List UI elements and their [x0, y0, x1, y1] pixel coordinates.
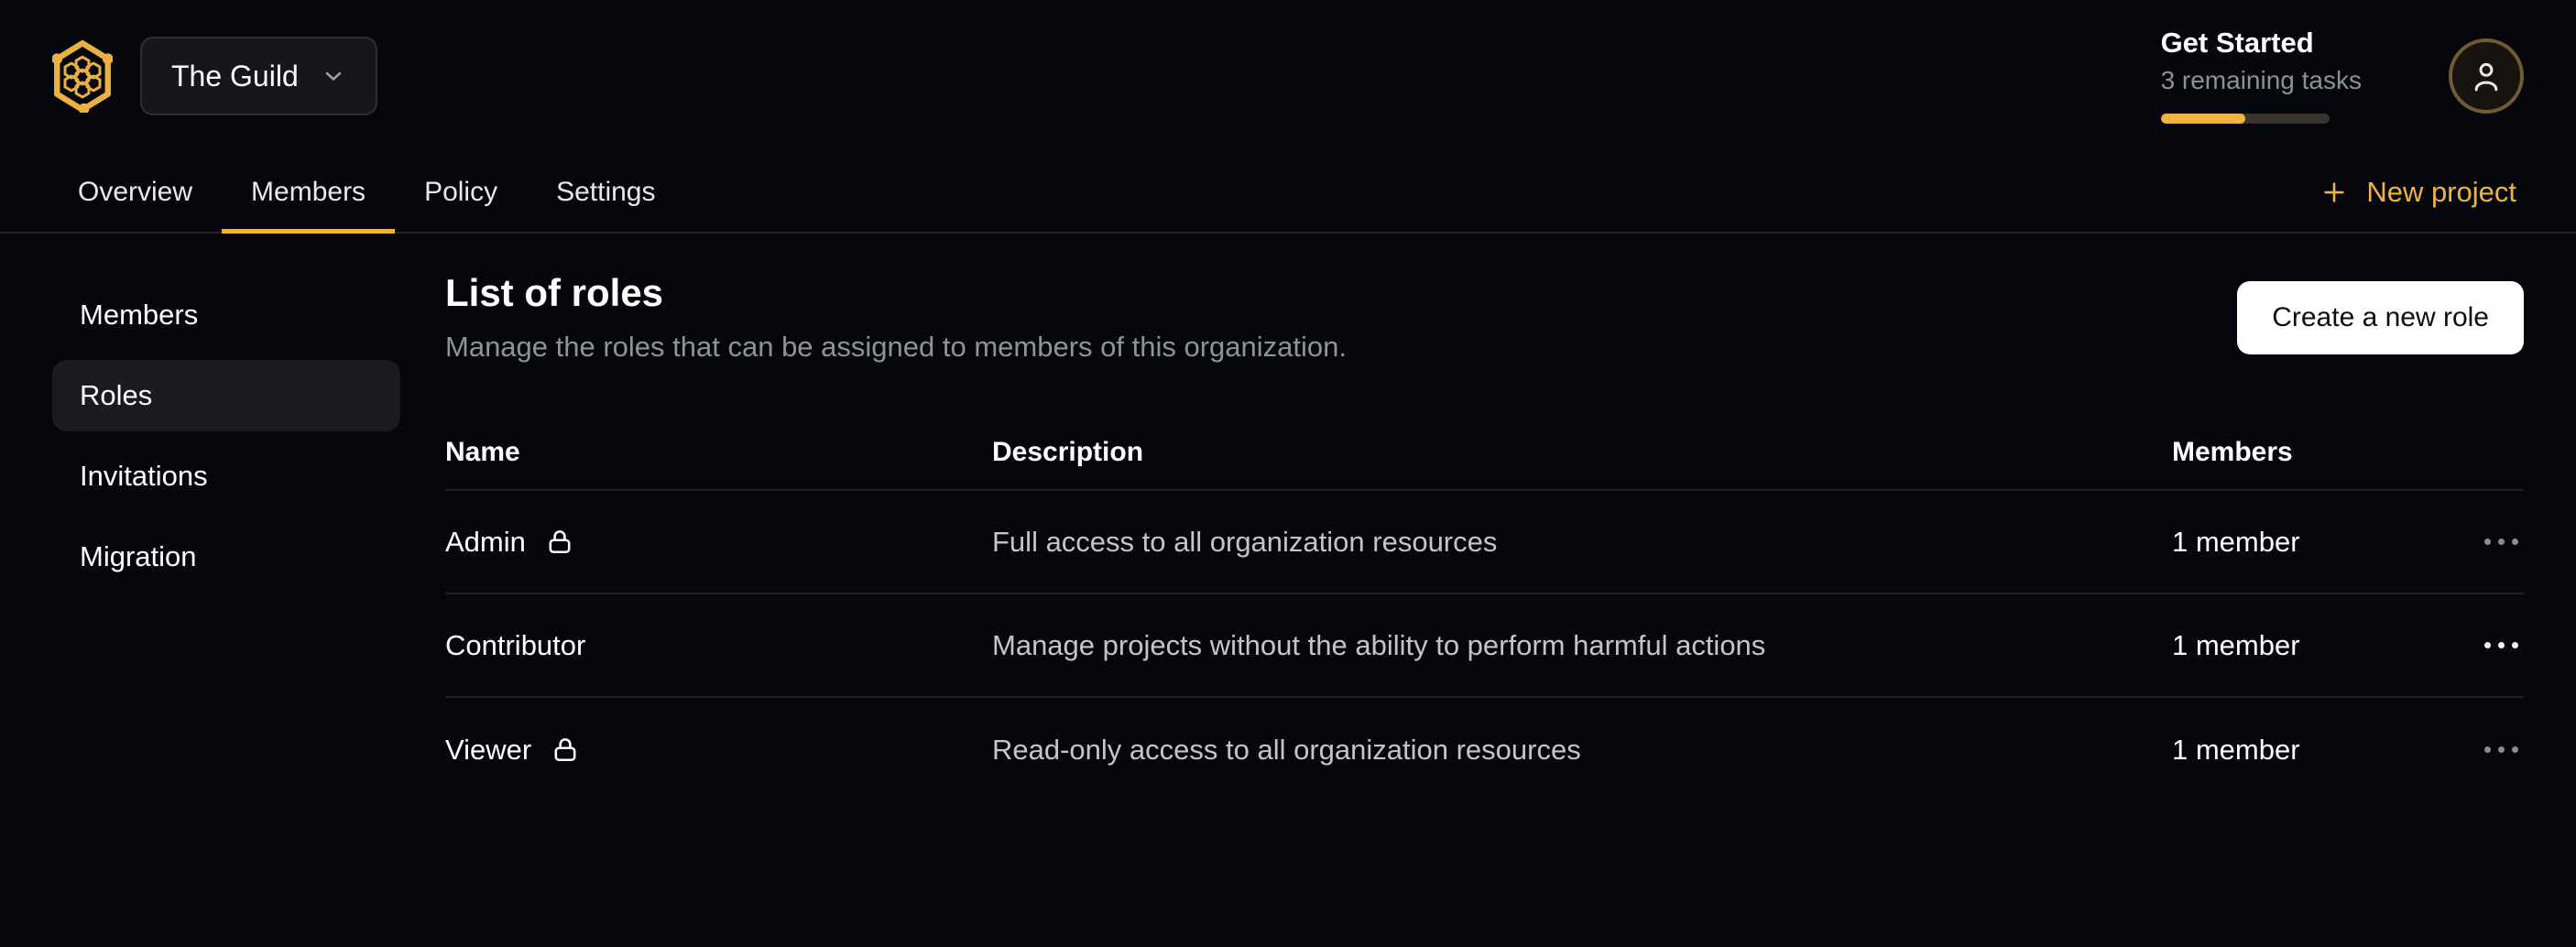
- lock-icon: [550, 735, 581, 766]
- role-name: Viewer: [445, 733, 532, 766]
- get-started-progress-fill: [2161, 114, 2245, 124]
- table-row-contributor: [445, 594, 2524, 698]
- table-row-viewer: [445, 698, 2524, 801]
- roles-header-text: [445, 271, 1347, 363]
- page-subtitle: Manage the roles that can be assigned to members of this organization.: [445, 331, 1347, 363]
- sidebar-item-invitations[interactable]: Invitations: [80, 460, 208, 492]
- role-name-cell: [445, 526, 992, 559]
- role-name-cell: [445, 629, 992, 662]
- sidebar-item-migration[interactable]: Migration: [80, 540, 197, 572]
- ellipsis-icon: [2484, 539, 2491, 545]
- row-menu-button[interactable]: [2479, 734, 2524, 766]
- role-member-count: 1 member: [2172, 525, 2300, 558]
- role-member-count: 1 member: [2172, 628, 2300, 661]
- org-tabs-bar: [0, 152, 2576, 234]
- roles-header: [445, 271, 2524, 363]
- tab-members[interactable]: Members: [222, 152, 395, 232]
- roles-table-header: [445, 416, 2524, 491]
- role-name: Admin: [445, 525, 526, 558]
- row-menu-button[interactable]: [2479, 526, 2524, 558]
- sidebar-item-roles[interactable]: Roles: [52, 360, 400, 431]
- plus-icon: [2320, 179, 2348, 206]
- role-member-count: 1 member: [2172, 733, 2300, 766]
- user-avatar-button[interactable]: [2449, 38, 2524, 114]
- roles-table: [445, 416, 2524, 801]
- top-header: [0, 0, 2576, 152]
- ellipsis-icon: [2484, 642, 2491, 648]
- row-menu-button[interactable]: [2479, 629, 2524, 661]
- lock-icon: [544, 527, 575, 558]
- get-started-progress-bar: [2161, 114, 2330, 124]
- column-header-name: Name: [445, 437, 520, 467]
- column-header-members: Members: [2172, 437, 2293, 467]
- content-area: [0, 234, 2576, 947]
- get-started-remaining-tasks: 3 remaining tasks: [2160, 66, 2362, 94]
- role-name: Contributor: [445, 628, 586, 661]
- hive-logo-icon[interactable]: [52, 40, 113, 113]
- header-right: [2161, 28, 2524, 124]
- table-row-admin: [445, 491, 2524, 594]
- tab-overview[interactable]: Overview: [78, 176, 193, 207]
- ellipsis-icon: [2484, 746, 2491, 753]
- new-project-label: New project: [2366, 175, 2516, 208]
- role-description: Full access to all organization resources: [992, 525, 1498, 558]
- column-header-description: Description: [992, 437, 1144, 467]
- create-role-button[interactable]: Create a new role: [2237, 281, 2524, 354]
- role-description: Manage projects without the ability to perform harmful actions: [992, 628, 1766, 661]
- tab-policy[interactable]: Policy: [424, 176, 498, 207]
- page-title: List of roles: [445, 271, 664, 314]
- org-name: The Guild: [171, 59, 299, 93]
- role-description: Read-only access to all organization resources: [992, 733, 1581, 766]
- get-started-title: Get Started: [2160, 27, 2314, 59]
- role-name-cell: [445, 734, 992, 767]
- chevron-down-icon: [321, 63, 346, 89]
- get-started-widget[interactable]: [2161, 28, 2362, 124]
- org-selector-button[interactable]: [140, 37, 377, 115]
- person-icon: [2467, 57, 2505, 95]
- sidebar-item-members[interactable]: Members: [80, 299, 199, 331]
- new-project-button[interactable]: [2309, 152, 2527, 232]
- tab-settings[interactable]: Settings: [556, 176, 656, 207]
- header-left: [52, 37, 377, 115]
- roles-main: [400, 234, 2576, 947]
- members-sidebar: [0, 234, 400, 947]
